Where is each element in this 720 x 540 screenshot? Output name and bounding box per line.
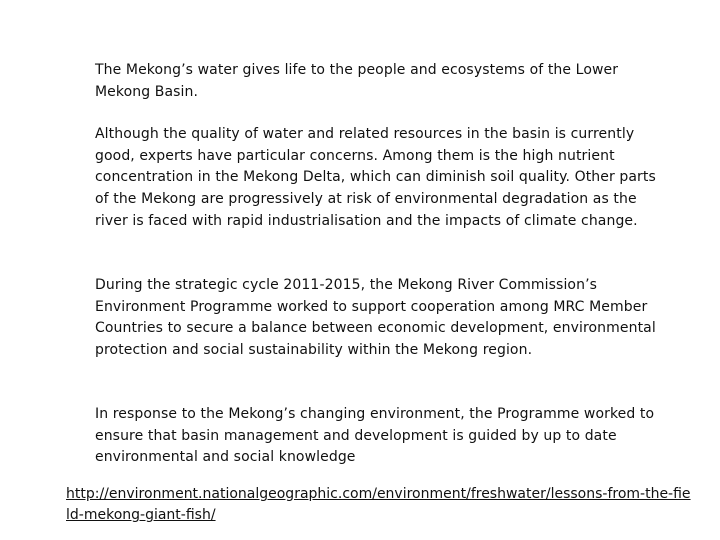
paragraph-response: In response to the Mekong’s changing environment, the Programme worked to ensure that basin management and development is guided by up to date environmental and social knowledge: [95, 406, 655, 466]
reference-link[interactable]: http://environment.nationalgeographic.com/environment/freshwater/lessons-from-the-field-mekong-giant-fish/: [66, 486, 691, 523]
paragraph-water-quality: Although the quality of water and related resources in the basin is currently good, experts have particular concerns. Among them is the high nutrient concentration in the Mekong Delta, which can diminish soil quality. Other parts of the Mekong are progressively at risk of environmental degradation as the river is faced with rapid industrialisation and the impacts of climate change.: [95, 126, 656, 229]
paragraph-strategic-cycle: During the strategic cycle 2011-2015, the Mekong River Commission’s Environment Programme worked to support cooperation among MRC Member Countries to secure a balance between economic development, environmental protection and social sustainability within the Mekong region.: [95, 277, 656, 359]
paragraph-intro: The Mekong’s water gives life to the people and ecosystems of the Lower Mekong Basin.: [95, 62, 619, 100]
